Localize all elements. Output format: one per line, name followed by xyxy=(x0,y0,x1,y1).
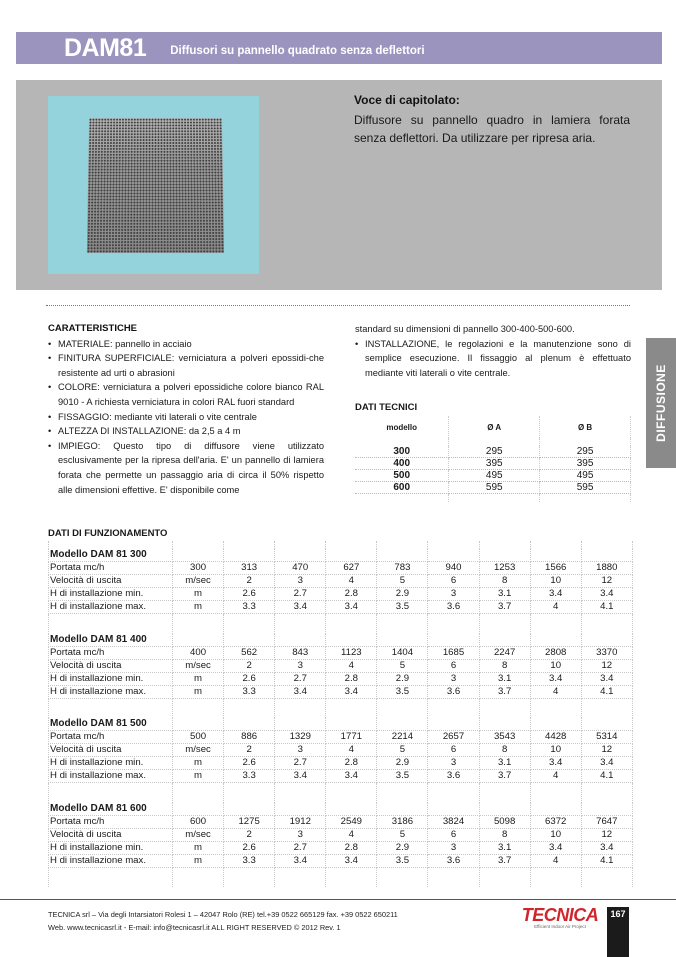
value-cell: 2.7 xyxy=(275,841,326,854)
row-label: Portata mc/h xyxy=(49,731,173,744)
unit-cell: 400 xyxy=(173,646,224,659)
value-cell: 8 xyxy=(479,744,530,757)
row-label: H di installazione max. xyxy=(49,685,173,698)
value-cell: 3.3 xyxy=(224,601,275,614)
value-cell: 12 xyxy=(581,659,632,672)
row-label: Portata mc/h xyxy=(49,815,173,828)
tech-cell-value: 395 xyxy=(540,458,631,470)
value-cell: 4.1 xyxy=(581,770,632,783)
value-cell: 3.6 xyxy=(428,685,479,698)
value-cell: 1566 xyxy=(530,562,581,575)
value-cell: 3.4 xyxy=(530,757,581,770)
table-row xyxy=(49,685,633,698)
value-cell: 3.3 xyxy=(224,854,275,867)
unit-cell: m xyxy=(173,770,224,783)
value-cell: 6 xyxy=(428,659,479,672)
value-cell: 3 xyxy=(275,659,326,672)
value-cell: 5 xyxy=(377,828,428,841)
table-row xyxy=(49,744,633,757)
value-cell: 5 xyxy=(377,744,428,757)
value-cell: 10 xyxy=(530,828,581,841)
specification-title: Voce di capitolato: xyxy=(354,93,460,107)
value-cell: 843 xyxy=(275,646,326,659)
unit-cell: m xyxy=(173,841,224,854)
value-cell: 10 xyxy=(530,659,581,672)
feature-item: • MATERIALE: pannello in acciaio xyxy=(48,337,324,352)
unit-cell: m xyxy=(173,757,224,770)
value-cell: 1123 xyxy=(326,646,377,659)
value-cell: 3.1 xyxy=(479,841,530,854)
value-cell: 2657 xyxy=(428,731,479,744)
model-title: Modello DAM 81 600 xyxy=(49,803,173,816)
product-code: DAM81 xyxy=(64,33,147,62)
row-label: H di installazione min. xyxy=(49,757,173,770)
value-cell: 2.6 xyxy=(224,588,275,601)
value-cell: 8 xyxy=(479,575,530,588)
value-cell: 3.5 xyxy=(377,854,428,867)
table-row xyxy=(49,815,633,828)
value-cell: 10 xyxy=(530,744,581,757)
value-cell: 4 xyxy=(326,659,377,672)
feature-item: • INSTALLAZIONE, le regolazioni e la manutenzione sono di semplice esecuzione. Il fissaggio al plenum è effettuato mediante viti laterali o vite centrale. xyxy=(355,337,631,381)
value-cell: 3.4 xyxy=(326,685,377,698)
value-cell: 2.7 xyxy=(275,588,326,601)
tech-cell-model: 400 xyxy=(355,458,449,470)
tech-row xyxy=(355,470,631,482)
tech-cell-value: 495 xyxy=(449,470,540,482)
value-cell: 5314 xyxy=(581,731,632,744)
product-photo xyxy=(48,96,259,274)
value-cell: 2.7 xyxy=(275,757,326,770)
value-cell: 886 xyxy=(224,731,275,744)
row-label: H di installazione min. xyxy=(49,841,173,854)
value-cell: 2.6 xyxy=(224,757,275,770)
value-cell: 3.1 xyxy=(479,757,530,770)
model-title: Modello DAM 81 500 xyxy=(49,718,173,731)
tech-cell-model: 300 xyxy=(355,446,449,458)
value-cell: 2.9 xyxy=(377,672,428,685)
value-cell: 3.7 xyxy=(479,854,530,867)
value-cell: 2 xyxy=(224,659,275,672)
value-cell: 2.9 xyxy=(377,841,428,854)
unit-cell: m xyxy=(173,672,224,685)
features-continuation: standard su dimensioni di pannello 300-400-500-600. xyxy=(355,324,575,334)
value-cell: 3.4 xyxy=(581,757,632,770)
row-label: H di installazione min. xyxy=(49,588,173,601)
row-label: Portata mc/h xyxy=(49,562,173,575)
footer-company-info xyxy=(48,909,398,934)
value-cell: 3 xyxy=(275,744,326,757)
value-cell: 2.6 xyxy=(224,672,275,685)
value-cell: 470 xyxy=(275,562,326,575)
value-cell: 3.7 xyxy=(479,601,530,614)
value-cell: 1685 xyxy=(428,646,479,659)
value-cell: 3 xyxy=(275,575,326,588)
value-cell: 4.1 xyxy=(581,685,632,698)
tech-data-table xyxy=(355,416,631,502)
value-cell: 2.8 xyxy=(326,588,377,601)
section-divider xyxy=(46,305,630,306)
operating-data-title: DATI DI FUNZIONAMENTO xyxy=(48,528,168,539)
tech-header-diam-a: Ø A xyxy=(449,416,540,438)
value-cell: 3.4 xyxy=(275,770,326,783)
value-cell: 2808 xyxy=(530,646,581,659)
value-cell: 1329 xyxy=(275,731,326,744)
value-cell: 4 xyxy=(530,601,581,614)
value-cell: 3.4 xyxy=(326,854,377,867)
tech-cell-value: 395 xyxy=(449,458,540,470)
feature-item: • ALTEZZA DI INSTALLAZIONE: da 2,5 a 4 m xyxy=(48,424,324,439)
tech-cell-value: 295 xyxy=(449,446,540,458)
row-label: H di installazione max. xyxy=(49,770,173,783)
value-cell: 3.6 xyxy=(428,854,479,867)
value-cell: 6 xyxy=(428,828,479,841)
row-label: Velocità di uscita xyxy=(49,744,173,757)
value-cell: 2 xyxy=(224,575,275,588)
logo-tagline: Efficient Indoor Air Project xyxy=(534,924,586,929)
value-cell: 12 xyxy=(581,828,632,841)
value-cell: 4 xyxy=(530,854,581,867)
model-title: Modello DAM 81 300 xyxy=(49,549,173,562)
value-cell: 5 xyxy=(377,659,428,672)
tech-row xyxy=(355,446,631,458)
value-cell: 4 xyxy=(326,744,377,757)
table-row xyxy=(49,854,633,867)
footer-divider xyxy=(0,899,676,900)
value-cell: 4.1 xyxy=(581,854,632,867)
value-cell: 12 xyxy=(581,744,632,757)
features-list-right xyxy=(355,337,631,381)
tech-cell-model: 500 xyxy=(355,470,449,482)
value-cell: 5098 xyxy=(479,815,530,828)
specification-text: Diffusore su pannello quadro in lamiera forata senza deflettori. Da utilizzare per ripresa aria. xyxy=(354,113,630,145)
feature-item: • FINITURA SUPERFICIALE: verniciatura a polveri epossidi-che resistente ad urti o abrasioni xyxy=(48,351,324,380)
value-cell: 940 xyxy=(428,562,479,575)
tech-header-diam-b: Ø B xyxy=(540,416,631,438)
tech-row xyxy=(355,482,631,494)
value-cell: 3.4 xyxy=(530,841,581,854)
value-cell: 1912 xyxy=(275,815,326,828)
features-column-left xyxy=(48,322,324,497)
value-cell: 2.6 xyxy=(224,841,275,854)
value-cell: 3.4 xyxy=(581,841,632,854)
table-row xyxy=(49,672,633,685)
unit-cell: m xyxy=(173,854,224,867)
value-cell: 4 xyxy=(530,770,581,783)
value-cell: 2214 xyxy=(377,731,428,744)
value-cell: 1253 xyxy=(479,562,530,575)
value-cell: 12 xyxy=(581,575,632,588)
value-cell: 2.8 xyxy=(326,672,377,685)
value-cell: 562 xyxy=(224,646,275,659)
value-cell: 3.6 xyxy=(428,770,479,783)
unit-cell: m/sec xyxy=(173,828,224,841)
feature-item: • FISSAGGIO: mediante viti laterali o vite centrale xyxy=(48,410,324,425)
table-row xyxy=(49,757,633,770)
value-cell: 3.4 xyxy=(275,685,326,698)
tech-cell-value: 495 xyxy=(540,470,631,482)
row-label: Velocità di uscita xyxy=(49,575,173,588)
logo-wordmark: TECNICA xyxy=(521,905,599,925)
value-cell: 3.7 xyxy=(479,685,530,698)
value-cell: 1275 xyxy=(224,815,275,828)
value-cell: 3.5 xyxy=(377,601,428,614)
product-subtitle: Diffusori su pannello quadrato senza deflettori xyxy=(170,44,425,57)
unit-cell: 500 xyxy=(173,731,224,744)
table-row xyxy=(49,588,633,601)
model-title-row xyxy=(49,549,633,562)
model-title-row xyxy=(49,803,633,816)
tech-cell-value: 295 xyxy=(540,446,631,458)
unit-cell: m xyxy=(173,601,224,614)
table-row xyxy=(49,731,633,744)
unit-cell: m xyxy=(173,588,224,601)
model-title-row xyxy=(49,718,633,731)
company-logo xyxy=(515,905,605,929)
value-cell: 3 xyxy=(428,588,479,601)
specification-entry xyxy=(354,93,630,147)
value-cell: 2 xyxy=(224,828,275,841)
page-number: 167 xyxy=(607,907,629,957)
row-label: H di installazione max. xyxy=(49,854,173,867)
value-cell: 783 xyxy=(377,562,428,575)
model-title-row xyxy=(49,634,633,647)
row-label: Velocità di uscita xyxy=(49,828,173,841)
features-title: CARATTERISTICHE xyxy=(48,323,138,334)
value-cell: 4428 xyxy=(530,731,581,744)
value-cell: 3.4 xyxy=(326,770,377,783)
unit-cell: 300 xyxy=(173,562,224,575)
table-row xyxy=(49,770,633,783)
table-row xyxy=(49,575,633,588)
section-tab[interactable] xyxy=(646,338,676,468)
value-cell: 3.4 xyxy=(275,854,326,867)
value-cell: 3.5 xyxy=(377,770,428,783)
footer-address: TECNICA srl – Via degli Intarsiatori Rolesi 1 – 42047 Rolo (RE) tel.+39 0522 665129 fax. +39 0522 650211 xyxy=(48,910,398,919)
model-title: Modello DAM 81 400 xyxy=(49,634,173,647)
value-cell: 3.1 xyxy=(479,588,530,601)
unit-cell: m/sec xyxy=(173,744,224,757)
value-cell: 8 xyxy=(479,828,530,841)
value-cell: 3543 xyxy=(479,731,530,744)
value-cell: 3.4 xyxy=(326,601,377,614)
table-row xyxy=(49,659,633,672)
value-cell: 6 xyxy=(428,575,479,588)
value-cell: 3.6 xyxy=(428,601,479,614)
value-cell: 2247 xyxy=(479,646,530,659)
value-cell: 627 xyxy=(326,562,377,575)
features-list xyxy=(48,337,324,498)
title-band xyxy=(16,32,662,64)
unit-cell: m/sec xyxy=(173,575,224,588)
value-cell: 6 xyxy=(428,744,479,757)
value-cell: 2.8 xyxy=(326,757,377,770)
row-label: H di installazione max. xyxy=(49,601,173,614)
unit-cell: 600 xyxy=(173,815,224,828)
value-cell: 8 xyxy=(479,659,530,672)
table-row xyxy=(49,646,633,659)
value-cell: 3.4 xyxy=(581,672,632,685)
value-cell: 2.9 xyxy=(377,588,428,601)
value-cell: 3.1 xyxy=(479,672,530,685)
value-cell: 4 xyxy=(326,575,377,588)
operating-data-table xyxy=(48,541,633,887)
value-cell: 3824 xyxy=(428,815,479,828)
row-label: H di installazione min. xyxy=(49,672,173,685)
value-cell: 1404 xyxy=(377,646,428,659)
value-cell: 4 xyxy=(530,685,581,698)
section-tab-label: DIFFUSIONE xyxy=(654,364,669,442)
value-cell: 3 xyxy=(275,828,326,841)
value-cell: 4.1 xyxy=(581,601,632,614)
value-cell: 2 xyxy=(224,744,275,757)
value-cell: 2549 xyxy=(326,815,377,828)
value-cell: 3.4 xyxy=(581,588,632,601)
value-cell: 1880 xyxy=(581,562,632,575)
perforated-panel-image xyxy=(87,118,224,253)
feature-item: • IMPIEGO: Questo tipo di diffusore viene utilizzato esclusivamente per la ripresa dell'aria. E' un pannello di lamiera forata che permette un passaggio aria di circa il 50% rispetto alle dimensioni effettive. E' disponibile come xyxy=(48,439,324,497)
footer-contacts: Web. www.tecnicasrl.it - E-mail: info@tecnicasrl.it ALL RIGHT RESERVED © 2012 Rev. 1 xyxy=(48,922,341,932)
value-cell: 3 xyxy=(428,757,479,770)
value-cell: 3.4 xyxy=(530,588,581,601)
feature-item: • COLORE: verniciatura a polveri epossidiche colore bianco RAL 9010 - A richiesta verniciatura in colori RAL fuori standard xyxy=(48,380,324,409)
table-row xyxy=(49,601,633,614)
row-label: Portata mc/h xyxy=(49,646,173,659)
value-cell: 3 xyxy=(428,672,479,685)
value-cell: 1771 xyxy=(326,731,377,744)
unit-cell: m xyxy=(173,685,224,698)
unit-cell: m/sec xyxy=(173,659,224,672)
value-cell: 5 xyxy=(377,575,428,588)
value-cell: 6372 xyxy=(530,815,581,828)
value-cell: 2.9 xyxy=(377,757,428,770)
table-row xyxy=(49,841,633,854)
tech-cell-value: 595 xyxy=(449,482,540,494)
value-cell: 3 xyxy=(428,841,479,854)
table-row xyxy=(49,828,633,841)
features-column-right xyxy=(355,322,631,380)
value-cell: 3.4 xyxy=(530,672,581,685)
value-cell: 3.3 xyxy=(224,770,275,783)
tech-cell-value: 595 xyxy=(540,482,631,494)
tech-data-title: DATI TECNICI xyxy=(355,402,418,413)
value-cell: 10 xyxy=(530,575,581,588)
value-cell: 3.3 xyxy=(224,685,275,698)
value-cell: 3186 xyxy=(377,815,428,828)
value-cell: 3.7 xyxy=(479,770,530,783)
value-cell: 3.5 xyxy=(377,685,428,698)
value-cell: 3.4 xyxy=(275,601,326,614)
value-cell: 2.8 xyxy=(326,841,377,854)
value-cell: 3370 xyxy=(581,646,632,659)
value-cell: 313 xyxy=(224,562,275,575)
tech-cell-model: 600 xyxy=(355,482,449,494)
tech-header-model: modello xyxy=(355,416,449,438)
tech-row xyxy=(355,458,631,470)
operating-data-section xyxy=(48,541,632,887)
value-cell: 7647 xyxy=(581,815,632,828)
value-cell: 4 xyxy=(326,828,377,841)
table-row xyxy=(49,562,633,575)
value-cell: 2.7 xyxy=(275,672,326,685)
row-label: Velocità di uscita xyxy=(49,659,173,672)
hero-section xyxy=(16,80,662,290)
